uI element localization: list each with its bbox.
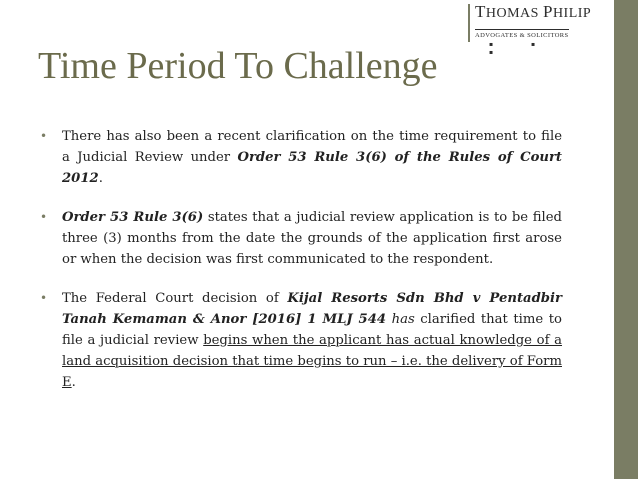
logo-firm-name: THOMAS PHILIP bbox=[475, 2, 592, 21]
decorative-side-bar bbox=[614, 0, 638, 479]
bullet-text: Order 53 Rule 3(6) states that a judicial review application is to be filed three (3) months from the date the grounds of the application first arose or when the decision was first communicated to the respondent. bbox=[62, 210, 562, 267]
firm-logo bbox=[468, 2, 592, 56]
bullet-item bbox=[40, 207, 562, 270]
logo-dots: ▪ ▪ ▪ bbox=[489, 41, 554, 56]
bullet-marker: • bbox=[40, 129, 48, 143]
bullet-marker: • bbox=[40, 210, 48, 224]
bullet-text: There has also been a recent clarification on the time requirement to file a Judicial Review under Order 53 Rule 3(6) of the Rules of Court 2012. bbox=[62, 129, 562, 186]
bullet-list bbox=[40, 126, 562, 411]
logo-subtitle: ADVOGATES & SOLICITORS bbox=[475, 29, 569, 40]
slide-title: Time Period To Challenge bbox=[38, 45, 438, 87]
bullet-text: The Federal Court decision of Kijal Resorts Sdn Bhd v Pentadbir Tanah Kemaman & Anor [2016] 1 MLJ 544 has clarified that time to file a judicial review begins when the applicant has actual knowledge of a land acquisition decision that time begins to run – i.e. the delivery of Form E. bbox=[62, 291, 563, 390]
highlighted-clause: begins when the applicant has actual knowledge of a land acquisition decision that time begins to run – i.e. the delivery of Form E bbox=[62, 333, 563, 390]
bullet-marker: • bbox=[40, 291, 48, 305]
bullet-item bbox=[40, 126, 562, 189]
bullet-item bbox=[40, 288, 562, 393]
